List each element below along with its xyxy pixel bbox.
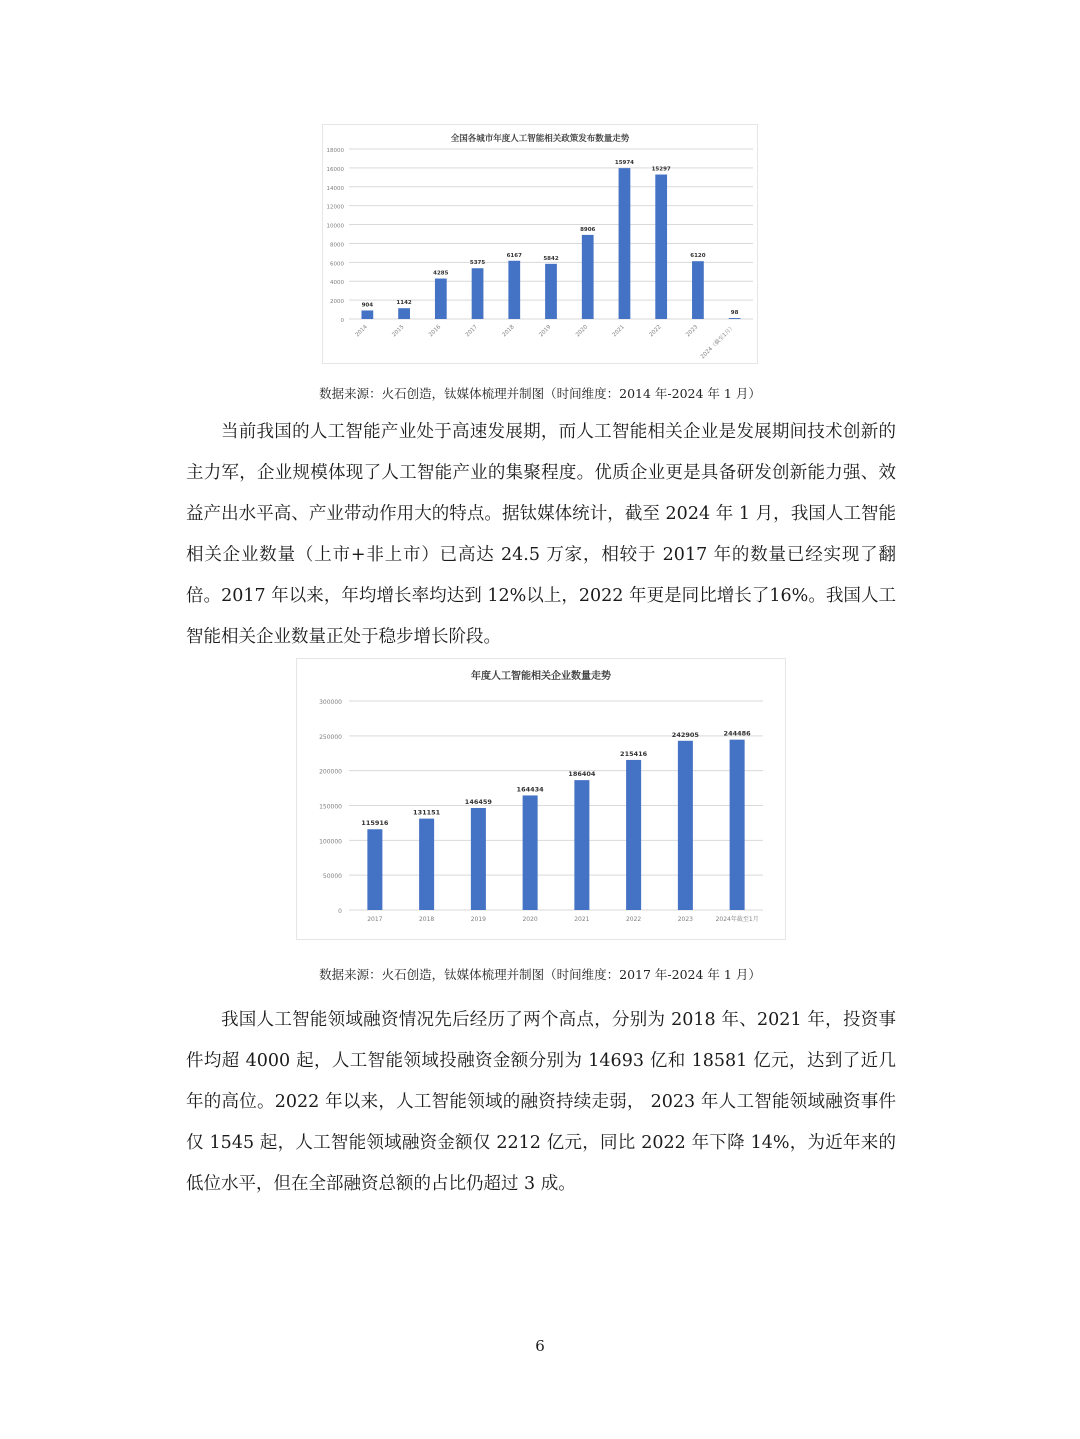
x-tick-label: 2022	[648, 324, 663, 339]
chart1-caption: 数据来源：火石创造，钛媒体梳理并制图（时间维度：2014 年-2024 年 1 月）	[319, 386, 761, 401]
data-label: 115916	[361, 819, 389, 828]
bar	[574, 780, 589, 910]
y-tick-label: 16000	[326, 166, 344, 173]
bar	[626, 760, 641, 910]
bar	[582, 235, 594, 319]
y-tick-label: 4000	[330, 280, 344, 287]
bar	[398, 308, 410, 319]
data-label: 244486	[723, 729, 751, 738]
data-label: 98	[730, 310, 739, 317]
x-tick-label: 2017	[464, 324, 479, 339]
x-tick-label: 2021	[611, 324, 626, 339]
data-label: 8906	[580, 226, 596, 233]
bar	[435, 279, 447, 319]
y-tick-label: 14000	[326, 185, 344, 192]
data-label: 186404	[568, 770, 596, 779]
data-label: 1142	[396, 300, 412, 307]
bar	[361, 310, 373, 319]
x-tick-label: 2015	[391, 324, 406, 339]
y-tick-label: 12000	[326, 204, 344, 211]
data-label: 15297	[651, 166, 671, 173]
bar	[419, 819, 434, 910]
data-label: 215416	[620, 749, 648, 758]
data-label: 131151	[413, 808, 441, 817]
bar	[619, 168, 631, 319]
chart2-caption: 数据来源：火石创造，钛媒体梳理并制图（时间维度：2017 年-2024 年 1 月）	[319, 967, 761, 982]
bar	[523, 795, 538, 910]
bar	[678, 741, 693, 910]
x-tick-label: 2018	[501, 324, 516, 339]
y-tick-label: 100000	[319, 838, 342, 846]
enterprise-count-chart	[296, 658, 786, 940]
x-tick-label: 2020	[574, 324, 590, 339]
x-tick-label: 2024（截至1月）	[699, 324, 737, 361]
bar	[729, 318, 741, 319]
y-tick-label: 18000	[326, 148, 344, 154]
enterprise-count-chart-svg	[297, 659, 785, 939]
x-tick-label: 2014	[354, 324, 369, 339]
x-tick-label: 2019	[538, 324, 553, 339]
x-tick-label: 2019	[470, 916, 487, 923]
y-tick-label: 50000	[322, 873, 342, 881]
policy-count-chart-svg	[323, 125, 757, 363]
paragraph-enterprises: 当前我国的人工智能产业处于高速发展期，而人工智能相关企业是发展期间技术创新的主力军，企业规模体现了人工智能产业的集聚程度。优质企业更是具备研发创新能力强、效益产出水平高、产业带动作用大的特点。据钛媒体统计，截至 2024 年 1 月，我国人工智能相关企业数量（上市+非上市）已高达 24.5 万家，相较于 2017 年的数量已经实现了翻倍。2017 年以来，年均增长率均达到 12%以上，2022 年更是同比增长了16%。我国人工智能相关企业数量正处于稳步增长阶段。	[186, 422, 896, 647]
bar	[367, 829, 382, 910]
data-label: 4285	[433, 270, 449, 277]
data-label: 6120	[690, 253, 706, 260]
y-tick-label: 6000	[330, 261, 344, 268]
data-label: 5375	[469, 260, 486, 267]
data-label: 6167	[506, 252, 522, 259]
data-label: 146459	[464, 797, 492, 806]
paragraph-financing: 我国人工智能领域融资情况先后经历了两个高点，分别为 2018 年、2021 年，投资事件均超 4000 起，人工智能领域投融资金额分别为 14693 亿和 18581 亿元，达到了近几年的高位。2022 年以来，人工智能领域的融资持续走弱， 2023 年人工智能领域融资事件仅 1545 起，人工智能领域融资金额仅 2212 亿元，同比 2022 年下降 14%，为近年来的低位水平，但在全部融资总额的占比仍超过 3 成。	[186, 1010, 896, 1194]
bar	[471, 808, 486, 910]
x-tick-label: 2024年截至1月	[715, 916, 759, 923]
data-label: 904	[361, 302, 374, 309]
chart-title: 全国各城市年度人工智能相关政策发布数量走势	[450, 134, 630, 144]
bar	[508, 261, 520, 319]
x-tick-label: 2022	[625, 916, 642, 923]
bar	[655, 175, 667, 319]
x-tick-label: 2018	[418, 916, 435, 923]
bar	[472, 268, 484, 319]
y-tick-label: 10000	[326, 223, 344, 230]
bar	[692, 261, 704, 319]
page-number: 6	[535, 1337, 545, 1355]
policy-count-chart	[322, 124, 758, 364]
x-tick-label: 2021	[574, 916, 590, 923]
x-tick-label: 2023	[685, 324, 700, 339]
data-label: 242905	[671, 730, 699, 739]
data-label: 15974	[614, 160, 635, 167]
x-tick-label: 2016	[428, 324, 443, 339]
y-tick-label: 300000	[319, 699, 342, 706]
x-tick-label: 2023	[677, 916, 694, 923]
y-tick-label: 200000	[319, 768, 342, 776]
bar	[545, 264, 557, 319]
y-tick-label: 0	[340, 318, 344, 324]
y-tick-label: 150000	[319, 803, 342, 811]
x-tick-label: 2020	[522, 916, 538, 923]
chart-title: 年度人工智能相关企业数量走势	[471, 671, 611, 682]
y-tick-label: 250000	[319, 733, 342, 741]
data-label: 164434	[516, 785, 544, 794]
data-label: 5842	[543, 255, 559, 262]
x-tick-label: 2017	[367, 916, 383, 923]
y-tick-label: 8000	[330, 242, 344, 249]
bar	[730, 740, 745, 910]
y-tick-label: 0	[338, 908, 342, 915]
y-tick-label: 2000	[330, 299, 344, 306]
